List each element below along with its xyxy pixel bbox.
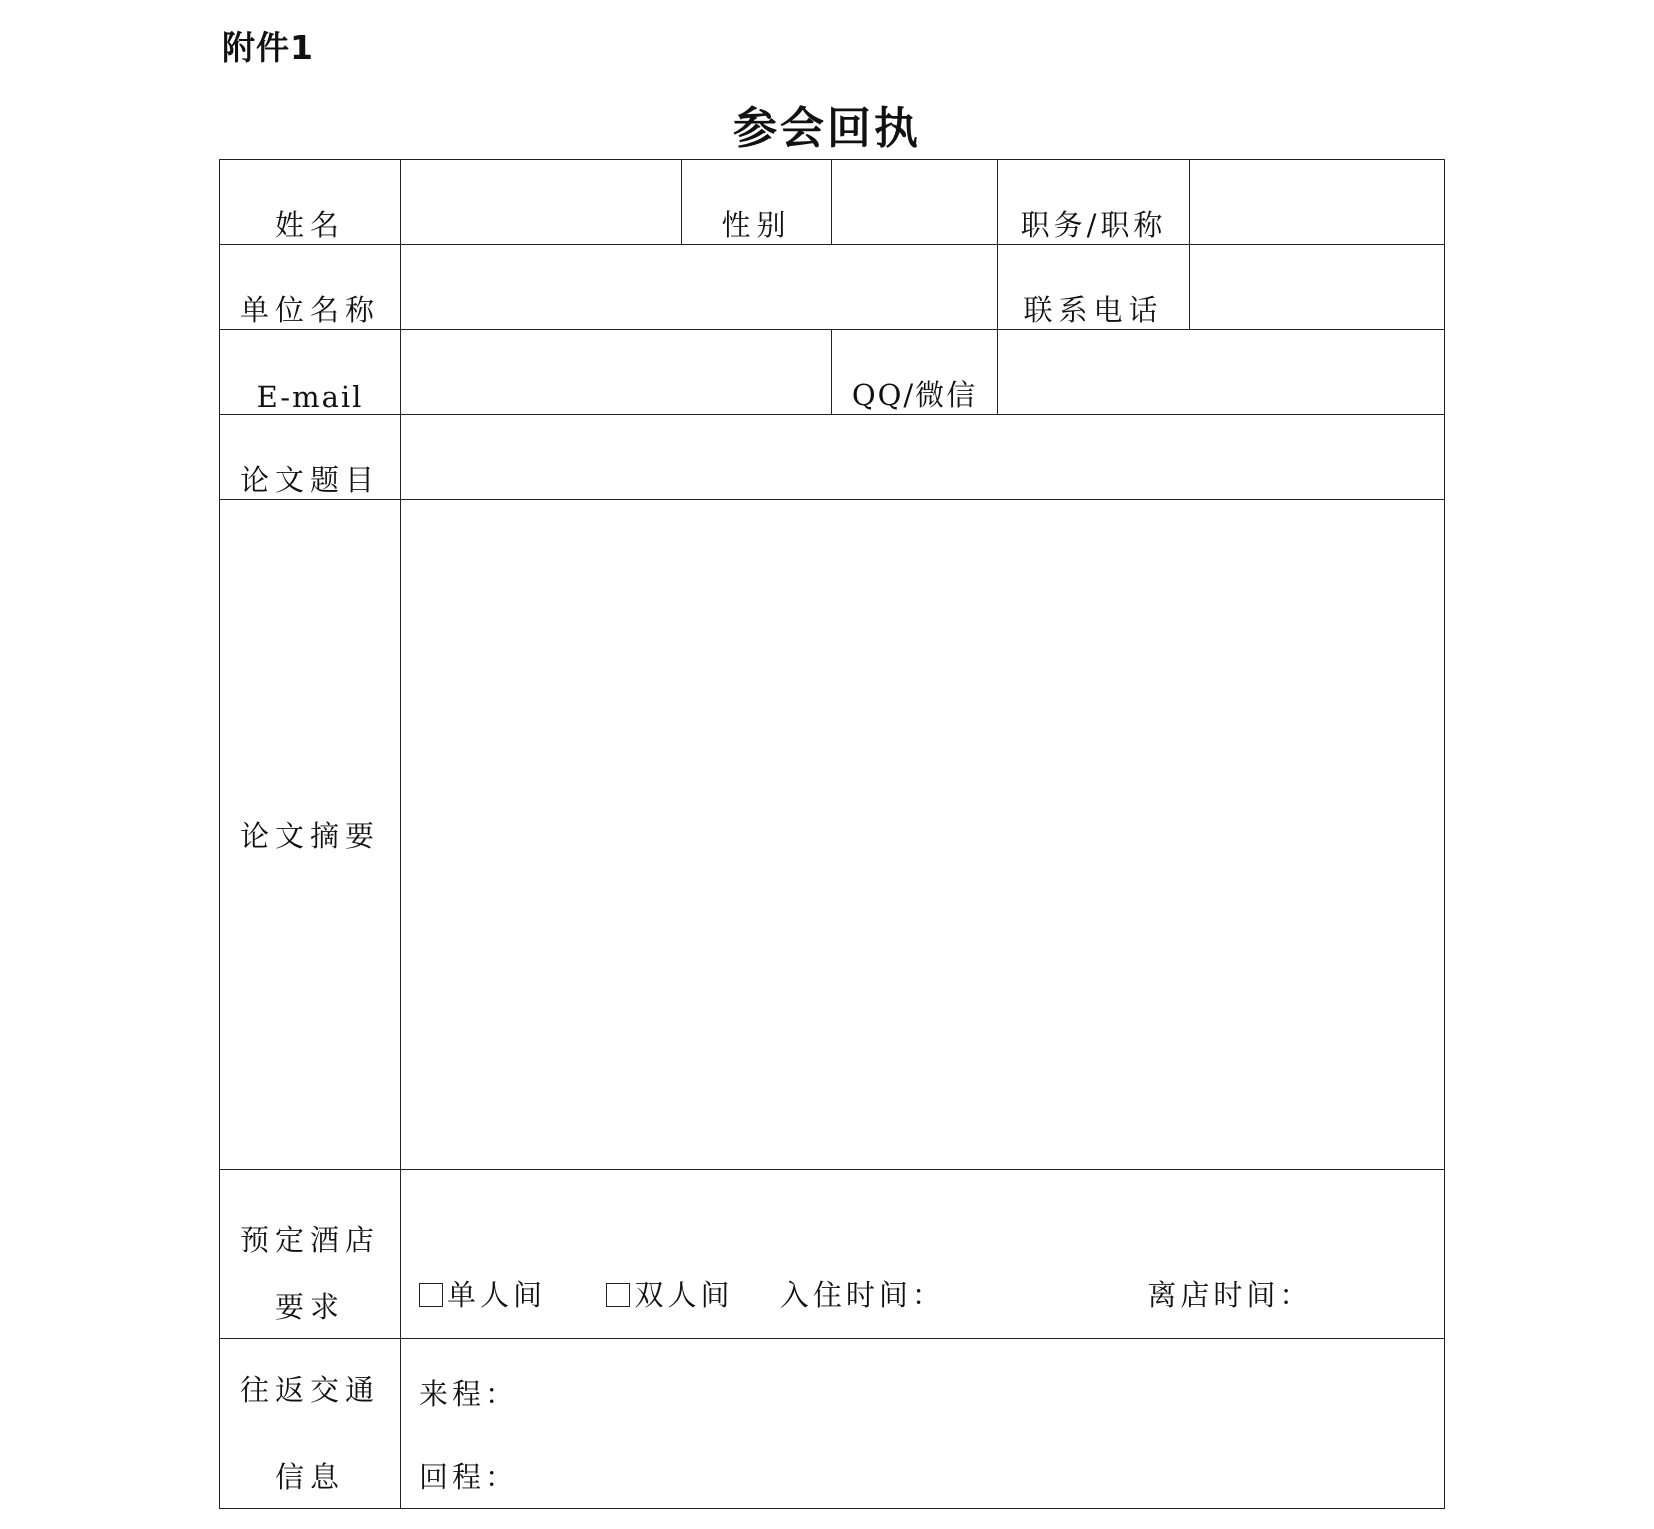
position-label: 职务/职称 [998,160,1190,245]
attachment-label: 附件1 [222,28,314,67]
gender-field[interactable] [832,160,998,245]
single-room-checkbox[interactable] [419,1283,443,1307]
return-label[interactable]: 回程： [419,1460,519,1494]
registration-form-table [219,159,1445,1509]
transport-label-line2: 信息 [274,1460,345,1494]
transport-label [220,1339,401,1509]
double-room-checkbox[interactable] [606,1283,630,1307]
hotel-label [220,1170,401,1339]
double-room-label: 双人间 [634,1278,734,1312]
qq-wechat-label: QQ/微信 [832,330,998,415]
abstract-label: 论文摘要 [220,500,401,1170]
name-field[interactable] [401,160,682,245]
single-room-label: 单人间 [447,1278,547,1312]
checkin-label: 入住时间： [779,1278,945,1312]
org-field[interactable] [401,245,998,330]
paper-title-label: 论文题目 [220,415,401,500]
hotel-options [401,1273,1444,1338]
checkout-label: 离店时间： [1147,1278,1313,1312]
transport-cell [401,1339,1445,1509]
qq-wechat-field[interactable] [998,330,1445,415]
paper-title-field[interactable] [401,415,1445,500]
hotel-label-line2: 要求 [274,1290,345,1324]
hotel-label-line1: 预定酒店 [239,1223,380,1257]
transport-label-line1: 往返交通 [239,1373,380,1407]
phone-field[interactable] [1190,245,1445,330]
page-title: 参会回执 [733,103,921,154]
hotel-requirements-cell [401,1170,1445,1339]
name-label: 姓名 [220,160,401,245]
org-label: 单位名称 [220,245,401,330]
arrival-label[interactable]: 来程： [419,1377,519,1411]
phone-label: 联系电话 [998,245,1190,330]
email-label: E-mail [220,330,401,415]
abstract-field[interactable] [401,500,1445,1170]
email-field[interactable] [401,330,832,415]
gender-label: 性别 [682,160,832,245]
position-field[interactable] [1190,160,1445,245]
